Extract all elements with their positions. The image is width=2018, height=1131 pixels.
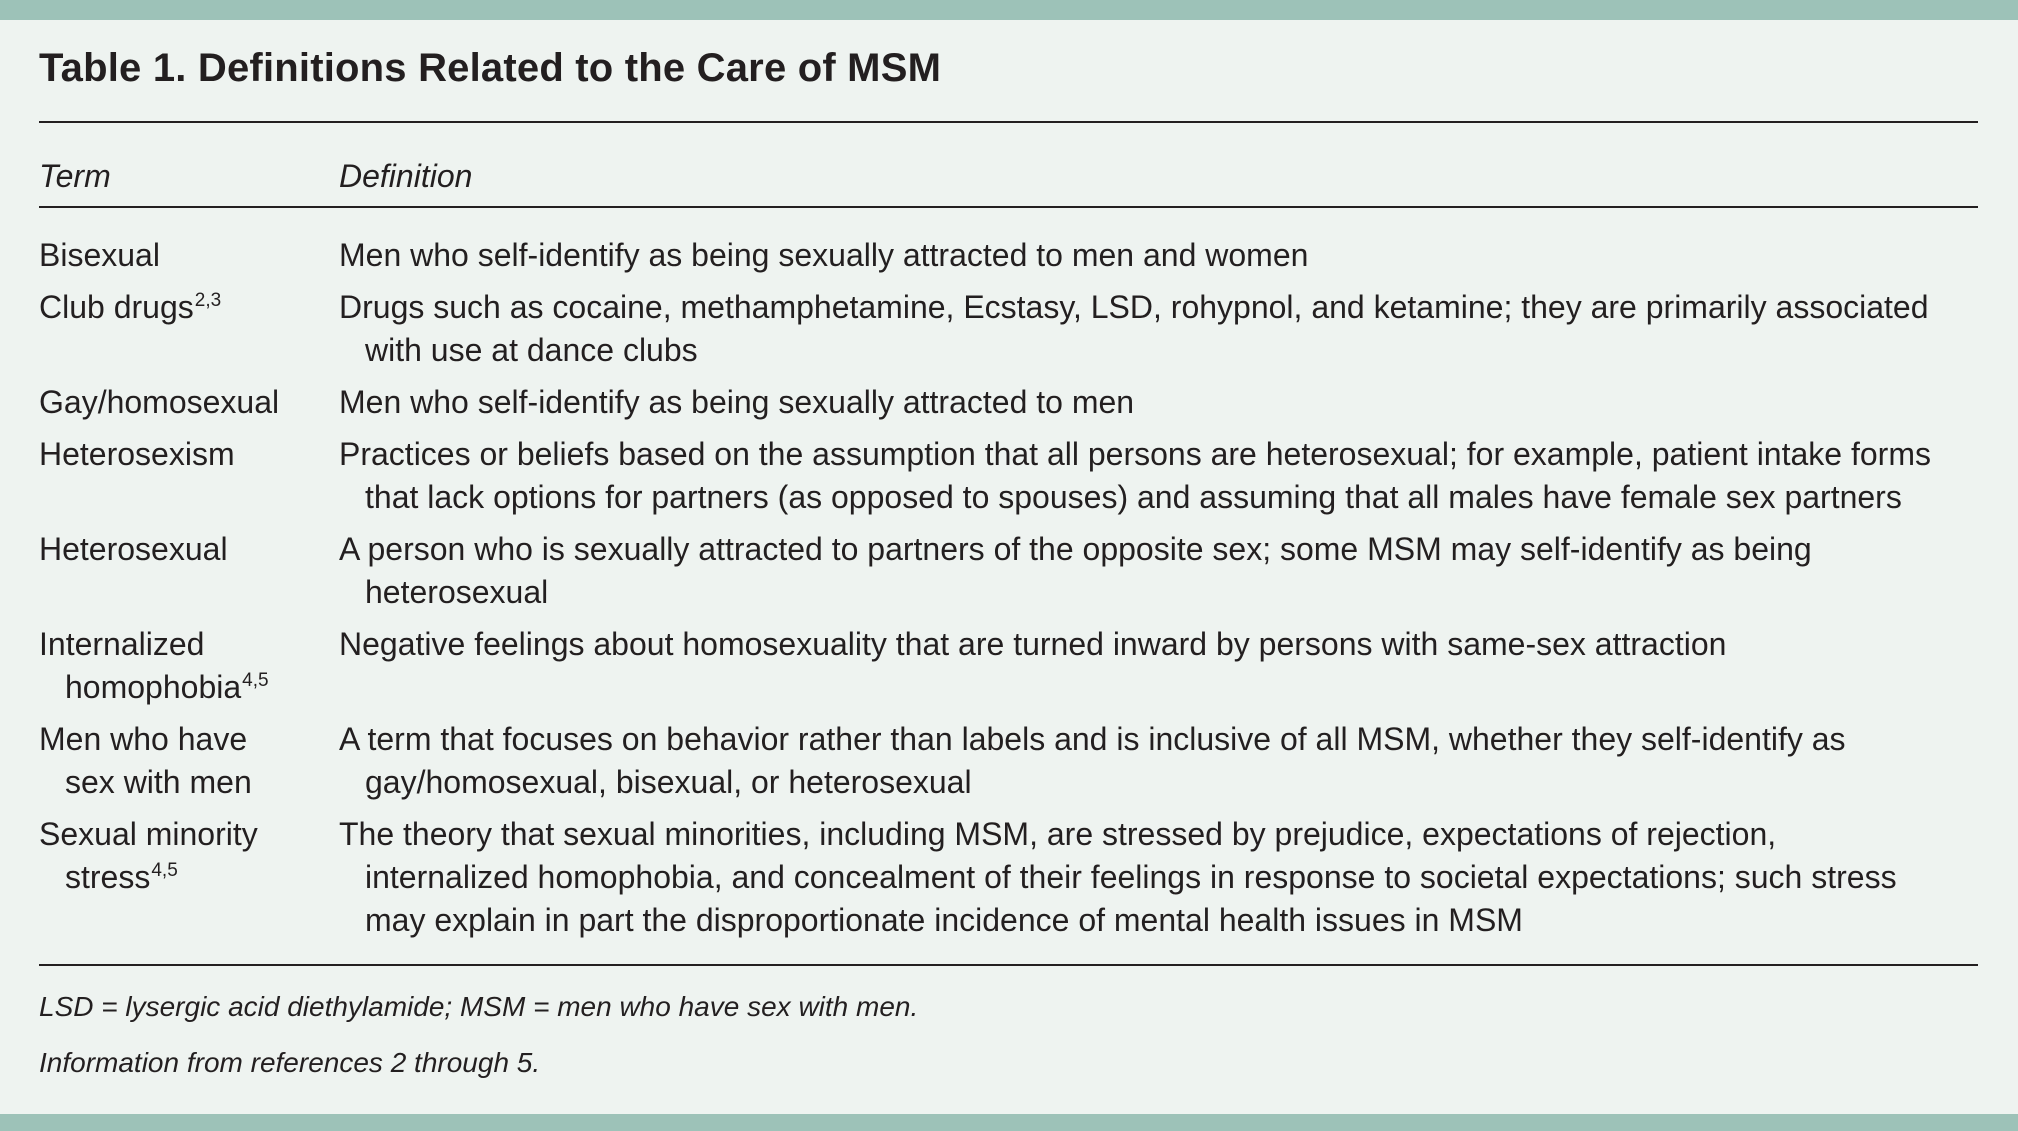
- table-row-definition: [339, 623, 1726, 666]
- term-line: Heterosexual: [39, 531, 228, 567]
- term-text: Club drugs: [39, 289, 194, 325]
- table-row-definition: [339, 433, 1931, 519]
- term-text: homophobia: [65, 669, 242, 705]
- definition-line: may explain in part the disproportionate incidence of mental health issues in MSM: [365, 902, 1523, 938]
- table-row-definition: [339, 528, 1812, 614]
- table-row-term: [39, 718, 252, 804]
- definition-line: Men who self-identify as being sexually attracted to men and women: [339, 237, 1309, 273]
- table-row-definition: [339, 813, 1897, 942]
- definition-line: A person who is sexually attracted to partners of the opposite sex; some MSM may self-identify as being: [339, 531, 1812, 567]
- reference-superscript: 2,3: [194, 290, 222, 311]
- term-line: [39, 856, 258, 904]
- definition-line: internalized homophobia, and concealment of their feelings in response to societal expectations; such stress: [365, 859, 1897, 895]
- definition-line: with use at dance clubs: [365, 332, 698, 368]
- table-row-definition: [339, 286, 1929, 372]
- definition-line: that lack options for partners (as opposed to spouses) and assuming that all males have female sex partners: [365, 479, 1902, 515]
- definition-line: Drugs such as cocaine, methamphetamine, Ecstasy, LSD, rohypnol, and ketamine; they are primarily associated: [339, 289, 1929, 325]
- term-line: [39, 666, 269, 714]
- header-rule: [39, 206, 1978, 208]
- definition-line: heterosexual: [365, 574, 549, 610]
- table-row-term: [39, 433, 235, 476]
- term-text: stress: [65, 859, 151, 895]
- table-row-term: [39, 381, 279, 424]
- top-color-band: [0, 0, 2018, 20]
- term-line: Gay/homosexual: [39, 384, 280, 420]
- table-row-term: [39, 286, 221, 334]
- term-line: Internalized: [39, 626, 205, 662]
- table-row-term: [39, 623, 269, 714]
- table-row-definition: [339, 234, 1308, 277]
- table-row-definition: [339, 381, 1134, 424]
- definition-line: The theory that sexual minorities, including MSM, are stressed by prejudice, expectations of rejection,: [339, 816, 1777, 852]
- footnote-source: Information from references 2 through 5.: [39, 1047, 541, 1078]
- term-line: sex with men: [65, 764, 252, 800]
- table-bottom-rule: [39, 964, 1978, 966]
- table-row-term: [39, 813, 258, 904]
- term-line: [39, 286, 221, 334]
- footnote-abbreviations: LSD = lysergic acid diethylamide; MSM = men who have sex with men.: [39, 991, 919, 1022]
- reference-superscript: 4,5: [242, 670, 269, 691]
- definition-line: A term that focuses on behavior rather than labels and is inclusive of all MSM, whether they self-identify as: [339, 721, 1846, 757]
- table-row-definition: [339, 718, 1846, 804]
- bottom-color-band: [0, 1114, 2018, 1131]
- column-header-term: Term: [39, 158, 111, 194]
- table-row-term: [39, 234, 160, 277]
- column-header-definition: Definition: [339, 158, 473, 194]
- table-title: Table 1. Definitions Related to the Care of MSM: [39, 46, 942, 90]
- definition-line: Men who self-identify as being sexually attracted to men: [339, 384, 1135, 420]
- term-line: Heterosexism: [39, 436, 235, 472]
- definition-line: Practices or beliefs based on the assumption that all persons are heterosexual; for example, patient intake forms: [339, 436, 1931, 472]
- title-rule: [39, 121, 1978, 123]
- term-line: Men who have: [39, 721, 248, 757]
- table-row-term: [39, 528, 228, 571]
- definition-line: gay/homosexual, bisexual, or heterosexual: [365, 764, 972, 800]
- definition-line: Negative feelings about homosexuality that are turned inward by persons with same-sex attraction: [339, 626, 1727, 662]
- term-line: Sexual minority: [39, 816, 258, 852]
- term-line: Bisexual: [39, 237, 160, 273]
- reference-superscript: 4,5: [151, 860, 178, 881]
